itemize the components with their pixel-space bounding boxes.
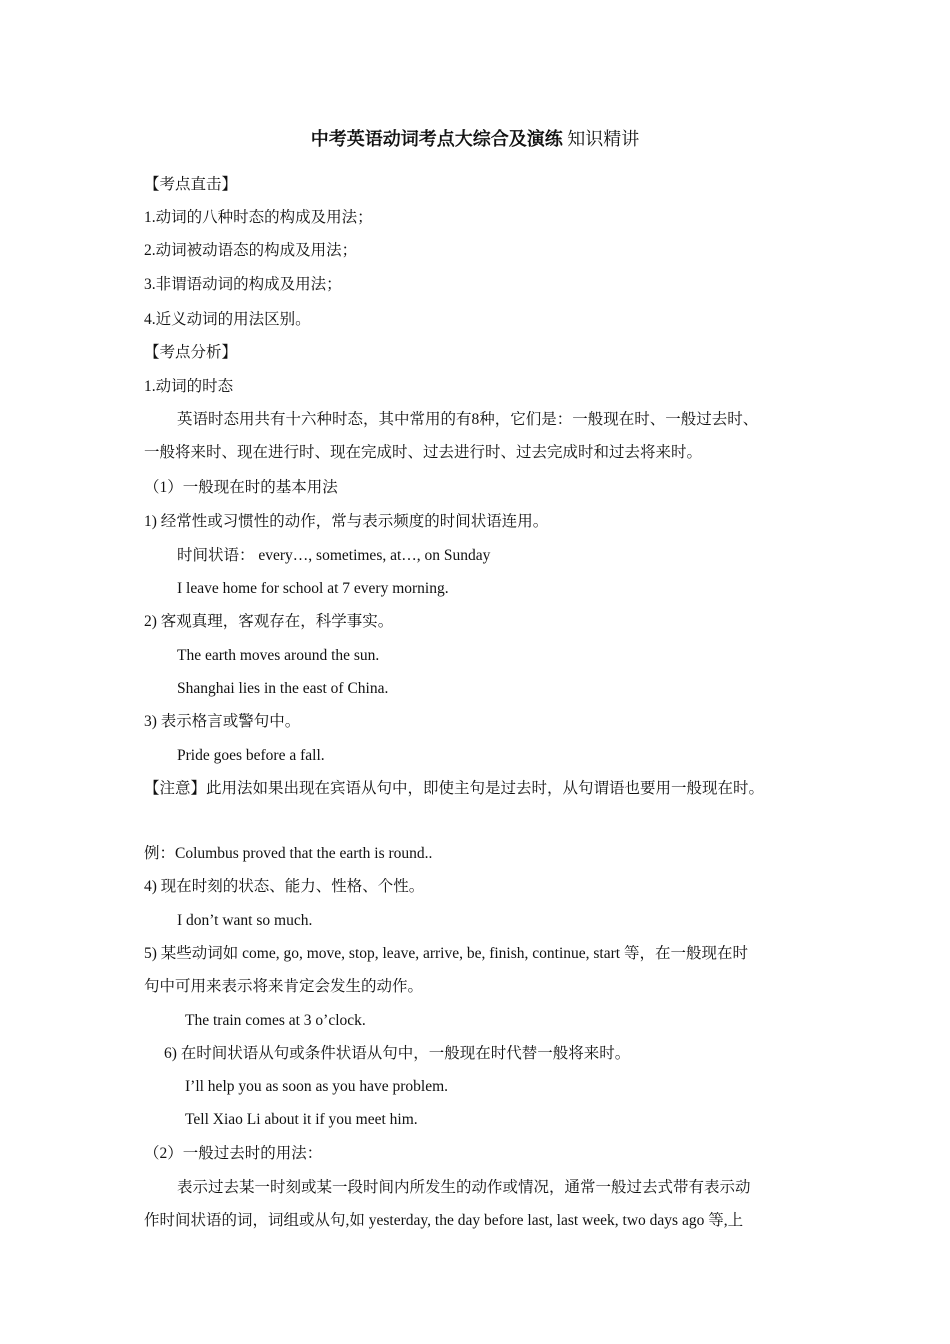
paragraph-line: 一般将来时、现在进行时、现在完成时、过去进行时、过去完成时和过去将来时。	[144, 444, 703, 461]
subheading-tenses: 1.动词的时态	[144, 378, 234, 395]
note-line: 【注意】此用法如果出现在宾语从句中，即使主句是过去时，从句谓语也要用一般现在时。	[144, 780, 765, 797]
rule-5-continued: 句中可用来表示将来肯定会发生的动作。	[144, 978, 424, 995]
rule-6: 6) 在时间状语从句或条件状语从句中，一般现在时代替一般将来时。	[164, 1045, 631, 1062]
paragraph-line: 英语时态用共有十六种时态，其中常用的有8种，它们是：一般现在时、一般过去时、	[177, 411, 759, 428]
example-line: Tell Xiao Li about it if you meet him.	[185, 1111, 418, 1128]
rule-2: 2) 客观真理，客观存在，科学事实。	[144, 613, 394, 630]
rule-3: 3) 表示格言或警句中。	[144, 713, 301, 730]
subheading-simple-present: （1）一般现在时的基本用法	[144, 479, 338, 496]
example-line: 例：Columbus proved that the earth is round..	[144, 845, 433, 862]
key-point-4: 4.近义动词的用法区别。	[144, 311, 311, 328]
example-line: The train comes at 3 o’clock.	[185, 1012, 366, 1029]
rule-5: 5) 某些动词如 come, go, move, stop, leave, arrive, be, finish, continue, start 等，在一般现在时	[144, 945, 748, 962]
document-title	[0, 127, 950, 151]
paragraph-line: 作时间状语的词，词组或从句,如 yesterday, the day before last, last week, two days ago 等,上	[144, 1212, 744, 1229]
example-line: I don’t want so much.	[177, 912, 313, 929]
example-line: Shanghai lies in the east of China.	[177, 680, 389, 697]
rule-4: 4) 现在时刻的状态、能力、性格、个性。	[144, 878, 425, 895]
example-line: The earth moves around the sun.	[177, 647, 380, 664]
example-line: Pride goes before a fall.	[177, 747, 325, 764]
key-point-3: 3.非谓语动词的构成及用法；	[144, 276, 342, 293]
title-normal: 知识精讲	[567, 129, 640, 149]
example-line: 时间状语： every…, sometimes, at…, on Sunday	[177, 547, 491, 564]
subheading-simple-past: （2）一般过去时的用法：	[144, 1145, 323, 1162]
section-heading-analysis: 【考点分析】	[144, 344, 238, 361]
rule-1: 1) 经常性或习惯性的动作，常与表示频度的时间状语连用。	[144, 513, 549, 530]
title-bold: 中考英语动词考点大综合及演练	[310, 129, 563, 149]
paragraph-line: 表示过去某一时刻或某一段时间内所发生的动作或情况，通常一般过去式带有表示动	[177, 1179, 751, 1196]
example-line: I’ll help you as soon as you have problem.	[185, 1078, 449, 1095]
section-heading-key-points: 【考点直击】	[144, 176, 238, 193]
key-point-1: 1.动词的八种时态的构成及用法；	[144, 209, 373, 226]
example-line: I leave home for school at 7 every morning.	[177, 580, 449, 597]
key-point-2: 2.动词被动语态的构成及用法；	[144, 242, 358, 259]
